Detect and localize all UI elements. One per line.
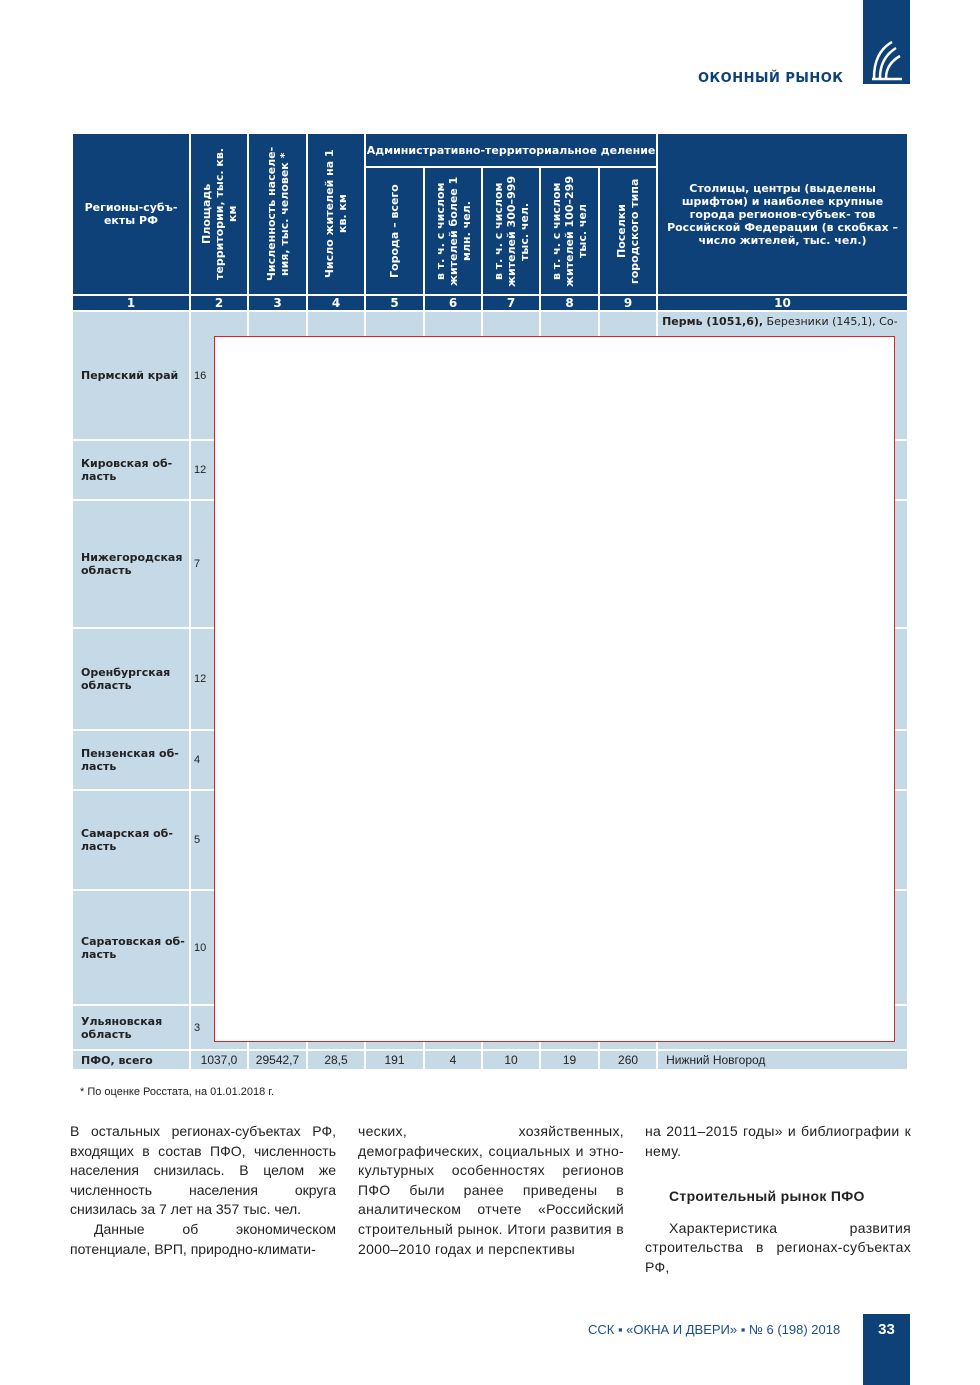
header-cities-1m: в т. ч. с числом жителей более 1 млн. чел. — [424, 167, 482, 295]
redaction-box — [214, 336, 895, 1042]
section-heading: Строительный рынок ПФО — [645, 1187, 911, 1207]
region-name: ПФО, всего — [72, 1050, 190, 1070]
header-density: Число жителей на 1 кв. км — [307, 133, 365, 295]
text-column-1 — [70, 1122, 336, 1259]
area-value: 5 — [190, 790, 248, 890]
column-number: 1 — [72, 295, 190, 311]
cities-total-value: 191 — [365, 1050, 424, 1070]
page-number: 33 — [878, 1321, 895, 1338]
region-name: Кировская об- ласть — [72, 440, 190, 500]
region-name: Ульяновская область — [72, 1005, 190, 1050]
header-capitals: Столицы, центры (выделены шрифтом) и наиболее крупные города регионов-субъек- тов Российской Федерации (в скобках – число жителей, тыс. чел.) — [657, 133, 908, 295]
area-value: 3 — [190, 1005, 248, 1050]
column-number: 5 — [365, 295, 424, 311]
column-number: 4 — [307, 295, 365, 311]
region-name: Пензенская об- ласть — [72, 730, 190, 790]
column-number: 10 — [657, 295, 908, 311]
population-value: 29542,7 — [248, 1050, 307, 1070]
paragraph: Данные об экономическом потенциале, ВРП, природно-климати- — [70, 1220, 336, 1257]
header-population: Численность населе- ния, тыс. человек * — [248, 133, 307, 295]
magazine-logo-icon — [870, 38, 904, 82]
cities-1m-value: 4 — [424, 1050, 482, 1070]
header-settlements: Поселки городского типа — [599, 167, 657, 295]
journal-footer: ССК ▪ «ОКНА И ДВЕРИ» ▪ № 6 (198) 2018 — [588, 1322, 841, 1337]
header-cities-100: в т. ч. с числом жителей 100–299 тыс. чел — [540, 167, 599, 295]
column-number: 2 — [190, 295, 248, 311]
column-number: 7 — [482, 295, 540, 311]
paragraph: Характеристика развития строительства в регионах-субъектах РФ, — [645, 1219, 911, 1275]
region-name: Пермский край — [72, 311, 190, 440]
area-value: 1037,0 — [190, 1050, 248, 1070]
settlements-value: 260 — [599, 1050, 657, 1070]
area-value: 7 — [190, 500, 248, 628]
header-region: Регионы-субъ- екты РФ — [72, 133, 190, 295]
region-name: Нижегородская область — [72, 500, 190, 628]
area-value: 16 — [190, 311, 248, 440]
header-cities-total: Города – всего — [365, 167, 424, 295]
header-cities-300: в т. ч. с числом жителей 300–999 тыс. чел. — [482, 167, 540, 295]
area-value: 4 — [190, 730, 248, 790]
region-name: Оренбургская область — [72, 628, 190, 730]
footnote: * По оценке Росстата, на 01.01.2018 г. — [80, 1086, 275, 1098]
section-title: ОКОННЫЙ РЫНОК — [698, 71, 844, 86]
column-number: 6 — [424, 295, 482, 311]
total-row — [72, 1050, 908, 1070]
paragraph: В остальных регионах-субъектах РФ, входящих в состав ПФО, численность населения снизилась. В целом же численность населения округа снизилась за 7 лет на 357 тыс. чел. — [70, 1123, 336, 1218]
cities-100-value: 19 — [540, 1050, 599, 1070]
column-number: 8 — [540, 295, 599, 311]
cities-300-value: 10 — [482, 1050, 540, 1070]
text-column-3 — [645, 1122, 911, 1278]
area-value: 12 — [190, 440, 248, 500]
density-value: 28,5 — [307, 1050, 365, 1070]
region-name: Саратовская об- ласть — [72, 890, 190, 1005]
area-value: 10 — [190, 890, 248, 1005]
capitals-cell: Пермь (1051,6), Березники (145,1), Со- — [657, 311, 908, 440]
column-number: 9 — [599, 295, 657, 311]
area-value: 12 — [190, 628, 248, 730]
header-admin-division: Административно-территориальное деление — [365, 133, 657, 167]
text-column-2 — [358, 1122, 624, 1259]
page-number-tab — [863, 1314, 910, 1385]
header-area: Площадь территории, тыс. кв. км — [190, 133, 248, 295]
column-number: 3 — [248, 295, 307, 311]
paragraph: на 2011–2015 годы» и библиографии к нему. — [645, 1123, 911, 1159]
region-name: Самарская об- ласть — [72, 790, 190, 890]
capitals-value: Нижний Новгород — [657, 1050, 908, 1070]
logo-tab — [863, 0, 910, 84]
paragraph: ческих, хозяйственных, демографических, социальных и этно-культурных особенностях регионов ПФО были ранее приведены в аналитическом отчете «Российский строительный рынок. Итоги развития в 2000–2010 годах и перспективы — [358, 1123, 624, 1257]
